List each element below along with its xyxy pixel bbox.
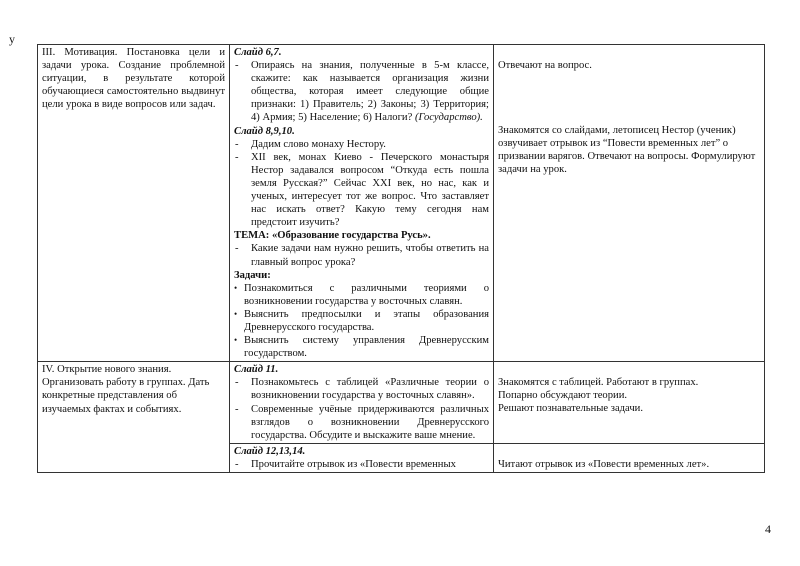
page-number: 4 xyxy=(765,522,771,536)
list-item: - Познакомьтесь с таблицей «Различные теории о возникновении государства у восточных славян». xyxy=(234,376,489,402)
lesson-plan-table xyxy=(37,44,765,473)
student-activity-text: Отвечают на вопрос. xyxy=(498,60,592,71)
student-activity-text: Читают отрывок из «Повести временных лет». xyxy=(498,458,710,470)
table-row-stage-3 xyxy=(38,45,765,362)
teacher-activity-cell xyxy=(230,443,494,472)
student-activity-cell xyxy=(494,362,765,444)
stage-cell xyxy=(38,45,230,362)
bullet-icon: • xyxy=(234,308,238,319)
bullet-icon: • xyxy=(234,282,238,293)
student-activity-text: Знакомятся со слайдами, летописец Нестор (ученик) озвучивает отрывок из “Повести временных лет” о призвании варягов. Отвечают на вопросы. Формулируют задачи на урок. xyxy=(498,125,756,176)
list-item: - XII век, монах Киево - Печерского монастыря Нестор задавался вопросом “Откуда есть пошла земля Русская?” Сейчас XXI век, но нас, как и ученых, интересует тот же вопрос. Что заставляет нас искать ответ? Какую тему сегодня нам предстоит изучить? xyxy=(234,151,489,230)
slide-title: Слайд 6,7. xyxy=(234,47,282,58)
list-item: - Какие задачи нам нужно решить, чтобы ответить на главный вопрос урока? xyxy=(234,242,489,268)
stage-cell xyxy=(38,362,230,473)
list-item: - Дадим слово монаху Нестору. xyxy=(234,138,489,151)
slide-title: Слайд 12,13,14. xyxy=(234,445,306,457)
student-activity-cell xyxy=(494,45,765,362)
list-item: - Современные учёные придерживаются различных взглядов о возникновении Древнерусского государства. Обсудите и выскажите ваше мнение. xyxy=(234,403,489,442)
task-item: • Выяснить систему управления Древнерусским государством. xyxy=(234,335,489,360)
task-item: • Выяснить предпосылки и этапы образования Древнерусского государства. xyxy=(234,308,489,333)
teacher-activity-cell xyxy=(230,362,494,444)
task-item: • Познакомиться с различными теориями о возникновении государства у восточных славян. xyxy=(234,282,489,307)
teacher-activity-cell xyxy=(230,45,494,362)
page-top-letter: у xyxy=(9,32,15,46)
table-row-stage-4 xyxy=(38,362,765,444)
slide-title: Слайд 8,9,10. xyxy=(234,125,295,137)
student-activity-text: Решают познавательные задачи. xyxy=(498,403,643,415)
student-activity-text: Попарно обсуждают теории. xyxy=(498,390,628,402)
slide-title: Слайд 11. xyxy=(234,364,279,376)
student-activity-cell xyxy=(494,443,765,472)
bullet-icon: • xyxy=(234,335,238,346)
stage-description: IV. Открытие нового знания. Организовать работу в группах. Дать конкретные представления об изучаемых фактах и событиях. xyxy=(42,364,210,415)
tasks-heading: Задачи: xyxy=(234,269,271,281)
stage-description: III. Мотивация. Постановка цели и задачи урока. Создание проблемной ситуации, в результате которой обучающиеся самостоятельно выдвинут цели урока в виде вопросов или задач. xyxy=(42,47,225,111)
lesson-theme: ТЕМА: «Образование государства Русь». xyxy=(234,230,431,242)
student-activity-text: Знакомятся с таблицей. Работают в группах. xyxy=(498,377,699,389)
expected-answer: (Государство). xyxy=(414,112,483,124)
list-item: - Прочитайте отрывок из «Повести временных xyxy=(234,458,489,471)
list-item: - Опираясь на знания, полученные в 5-м классе, скажите: как называется организация жизни общества, которая имеет следующие общие признаки: 1) Правитель; 2) Законы; 3) Территория; 4) Армия; 5) Население; 6) Налоги? (Государство). xyxy=(234,59,489,124)
